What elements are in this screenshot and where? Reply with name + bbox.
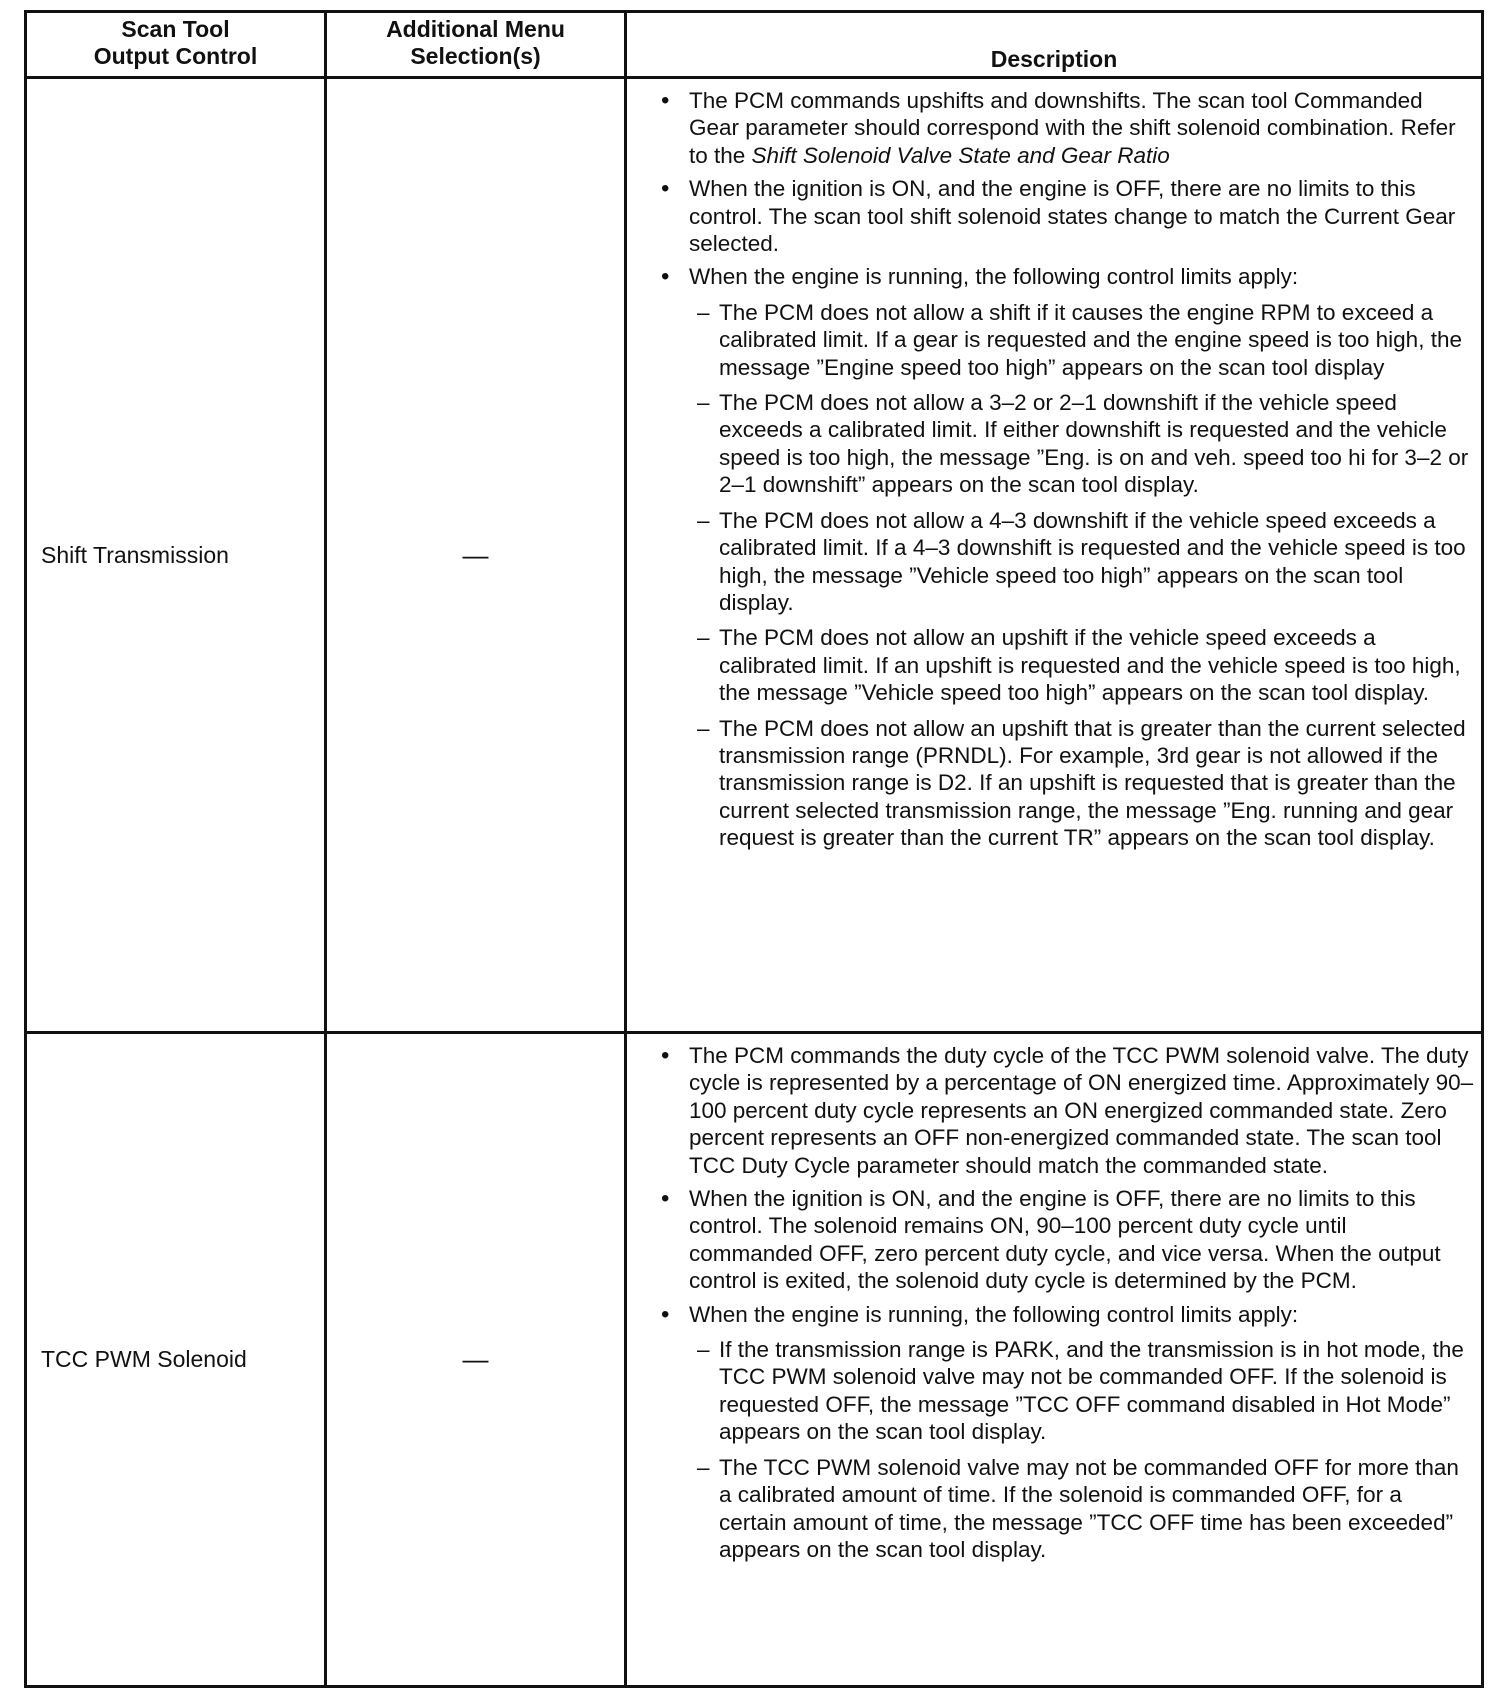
description-bullet: • When the engine is running, the following control limits apply: – The PCM does not allow a shift if it causes the engine RPM to exceed a calibrated limit. If a gear is requested and the engine speed is too high, the message ”Engine speed too high” appears on the scan tool display – The PCM does not allow a 3–2 or 2–1 downshift if the vehicle speed exceeds a calibrated limit. If either downshift is requested and the vehicle speed is too high, the message ”Eng. is on and veh. speed too hi for 3–2 or 2–1 downshift” appears on the scan tool display. – The PCM does not allow a 4–3 downshift if the vehicle speed exceeds a calibrated limit. If a 4–3 downshift is requested and the vehicle speed is too high, the message ”Vehicle speed too high” appears on the scan tool display. – The PCM does not allow an upshift if the vehicle speed exceeds a calibrated limit. If an upshift is requested and the vehicle speed is too high, the message ”Vehicle speed too high” appears on the scan tool display. – The PCM does not allow an upshift that is greater than the current selected transmission range (PRNDL). For example, 3rd gear is not allowed if the transmission range is D2. If an upshift is requested that is greater than the current selected transmission range, the message ”Eng. running and gear request is greater than the current TR” appears on the scan tool display. bbox=[661, 263, 1475, 851]
output-control-table bbox=[24, 10, 1484, 1688]
table-row bbox=[26, 78, 1483, 1033]
description-bullet: • When the engine is running, the following control limits apply: – If the transmission range is PARK, and the transmission is in hot mode, the TCC PWM solenoid valve may not be commanded OFF. If the solenoid is requested OFF, the message ”TCC OFF command disabled in Hot Mode” appears on the scan tool display. – The TCC PWM solenoid valve may not be commanded OFF for more than a calibrated amount of time. If the solenoid is commanded OFF, for a certain amount of time, the message ”TCC OFF time has been exceeded” appears on the scan tool display. bbox=[661, 1301, 1475, 1564]
header-additional-menu-selections: Additional Menu Selection(s) bbox=[326, 12, 626, 78]
description-cell bbox=[626, 1033, 1483, 1687]
description-bullet: • The PCM commands the duty cycle of the TCC PWM solenoid valve. The duty cycle is represented by a percentage of ON energized time. Approximately 90–100 percent duty cycle represents an ON energized commanded state. Zero percent represents an OFF non-energized commanded state. The scan tool TCC Duty Cycle parameter should match the commanded state. bbox=[661, 1042, 1475, 1179]
control-limit-item: – The PCM does not allow a shift if it causes the engine RPM to exceed a calibrated limit. If a gear is requested and the engine speed is too high, the message ”Engine speed too high” appears on the scan tool display bbox=[691, 299, 1475, 381]
output-control-name: TCC PWM Solenoid bbox=[26, 1033, 326, 1687]
description-bullet: • When the ignition is ON, and the engine is OFF, there are no limits to this control. The solenoid remains ON, 90–100 percent duty cycle until commanded OFF, zero percent duty cycle, and vice versa. When the output control is exited, the solenoid duty cycle is determined by the PCM. bbox=[661, 1185, 1475, 1295]
menu-selection: — bbox=[326, 78, 626, 1033]
menu-selection: — bbox=[326, 1033, 626, 1687]
description-cell bbox=[626, 78, 1483, 1033]
control-limit-item: – If the transmission range is PARK, and the transmission is in hot mode, the TCC PWM solenoid valve may not be commanded OFF. If the solenoid is requested OFF, the message ”TCC OFF command disabled in Hot Mode” appears on the scan tool display. bbox=[691, 1336, 1475, 1446]
header-description: Description bbox=[626, 12, 1483, 78]
output-control-name: Shift Transmission bbox=[26, 78, 326, 1033]
description-bullet: • The PCM commands upshifts and downshifts. The scan tool Commanded Gear parameter should correspond with the shift solenoid combination. Refer to the Shift Solenoid Valve State and Gear Ratio bbox=[661, 87, 1475, 169]
control-limit-item: – The PCM does not allow an upshift that is greater than the current selected transmission range (PRNDL). For example, 3rd gear is not allowed if the transmission range is D2. If an upshift is requested that is greater than the current selected transmission range, the message ”Eng. running and gear request is greater than the current TR” appears on the scan tool display. bbox=[691, 715, 1475, 852]
table-row bbox=[26, 1033, 1483, 1687]
italic-reference: Shift Solenoid Valve State and Gear Ratio bbox=[751, 142, 1170, 168]
control-limit-item: – The PCM does not allow a 4–3 downshift if the vehicle speed exceeds a calibrated limit. If a 4–3 downshift is requested and the vehicle speed is too high, the message ”Vehicle speed too high” appears on the scan tool display. bbox=[691, 507, 1475, 617]
header-scan-tool-output-control: Scan Tool Output Control bbox=[26, 12, 326, 78]
header-row bbox=[26, 12, 1483, 78]
control-limit-item: – The PCM does not allow an upshift if the vehicle speed exceeds a calibrated limit. If an upshift is requested and the vehicle speed is too high, the message ”Vehicle speed too high” appears on the scan tool display. bbox=[691, 624, 1475, 706]
control-limit-item: – The TCC PWM solenoid valve may not be commanded OFF for more than a calibrated amount of time. If the solenoid is commanded OFF, for a certain amount of time, the message ”TCC OFF time has been exceeded” appears on the scan tool display. bbox=[691, 1454, 1475, 1564]
control-limit-item: – The PCM does not allow a 3–2 or 2–1 downshift if the vehicle speed exceeds a calibrated limit. If either downshift is requested and the vehicle speed is too high, the message ”Eng. is on and veh. speed too hi for 3–2 or 2–1 downshift” appears on the scan tool display. bbox=[691, 389, 1475, 499]
description-bullet: • When the ignition is ON, and the engine is OFF, there are no limits to this control. The scan tool shift solenoid states change to match the Current Gear selected. bbox=[661, 175, 1475, 257]
document-page bbox=[24, 10, 1484, 1685]
